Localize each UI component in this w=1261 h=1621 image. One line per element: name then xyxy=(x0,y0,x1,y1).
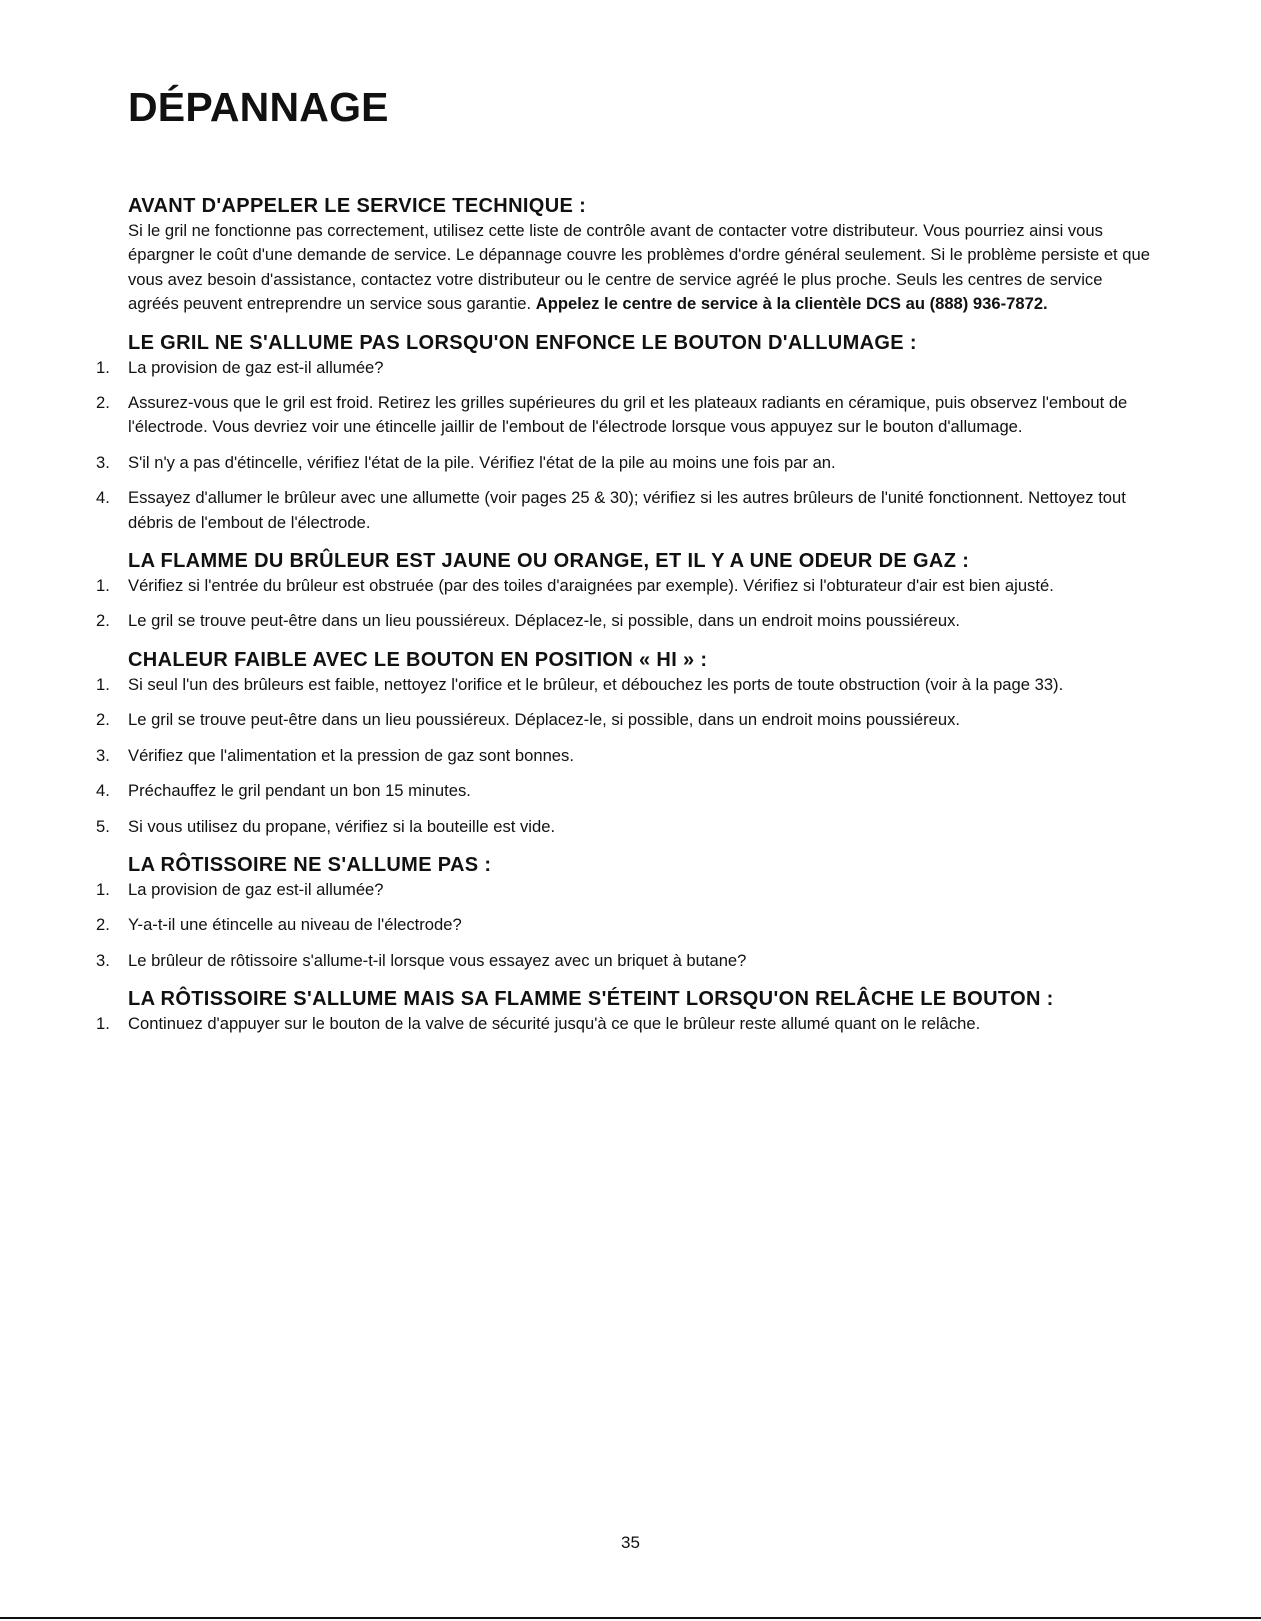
list-item-text: Assurez-vous que le gril est froid. Retirez les grilles supérieures du gril et les plateaux radiants en céramique, puis observez l'embout de l'électrode. Vous devriez voir une étincelle jaillir de l'embout de l'électrode lorsque vous appuyez sur le bouton d'allumage. xyxy=(128,393,1128,437)
list-item xyxy=(90,451,1150,475)
list-item xyxy=(90,609,1150,633)
list-item xyxy=(90,949,1150,973)
list-item xyxy=(90,744,1150,768)
page-title: DÉPANNAGE xyxy=(128,84,389,130)
checklist xyxy=(90,356,1150,535)
list-item-text: Continuez d'appuyer sur le bouton de la valve de sécurité jusqu'à ce que le brûleur reste allumé quant on le relâche. xyxy=(128,1014,981,1034)
list-item-text: Le gril se trouve peut-être dans un lieu poussiéreux. Déplacez-le, si possible, dans un endroit moins poussiéreux. xyxy=(128,611,960,631)
list-item-number: 1. xyxy=(96,879,110,899)
list-item-text: Essayez d'allumer le brûleur avec une allumette (voir pages 25 & 30); vérifiez si les autres brûleurs de l'unité fonctionnent. Nettoyez tout débris de l'embout de l'électrode. xyxy=(128,488,1126,532)
bottom-rule xyxy=(0,1617,1261,1619)
list-item xyxy=(90,1012,1150,1036)
list-item-number: 3. xyxy=(96,950,110,970)
checklist xyxy=(90,673,1150,839)
section-heading: LA RÔTISSOIRE S'ALLUME MAIS SA FLAMME S'ÉTEINT LORSQU'ON RELÂCHE LE BOUTON : xyxy=(128,988,1054,1011)
troubleshooting-section xyxy=(90,647,1150,839)
troubleshooting-section xyxy=(90,986,1150,1036)
service-phone-text: Appelez le centre de service à la clientèle DCS au (888) 936-7872. xyxy=(535,294,1048,314)
list-item-text: Le gril se trouve peut-être dans un lieu poussiéreux. Déplacez-le, si possible, dans un endroit moins poussiéreux. xyxy=(128,710,960,730)
list-item xyxy=(90,708,1150,732)
troubleshooting-section xyxy=(90,852,1150,973)
checklist xyxy=(90,1012,1150,1036)
list-item-text: La provision de gaz est-il allumée? xyxy=(128,357,384,377)
list-item-text: Le brûleur de rôtissoire s'allume-t-il lorsque vous essayez avec un briquet à butane? xyxy=(128,950,747,970)
page-number: 35 xyxy=(621,1533,640,1552)
page-content xyxy=(90,193,1150,1037)
list-item-number: 2. xyxy=(96,393,110,413)
list-item-number: 1. xyxy=(96,576,110,596)
list-item xyxy=(90,391,1150,440)
checklist xyxy=(90,878,1150,973)
list-item-number: 1. xyxy=(96,357,110,377)
checklist xyxy=(90,574,1150,634)
list-item-text: Y-a-t-il une étincelle au niveau de l'électrode? xyxy=(128,915,462,935)
list-item-text: La provision de gaz est-il allumée? xyxy=(128,879,384,899)
list-item-number: 2. xyxy=(96,710,110,730)
list-item-number: 3. xyxy=(96,452,110,472)
list-item xyxy=(90,574,1150,598)
list-item-number: 5. xyxy=(96,816,110,836)
troubleshooting-section xyxy=(90,330,1150,535)
troubleshooting-section xyxy=(90,548,1150,634)
intro-heading: AVANT D'APPELER LE SERVICE TECHNIQUE : xyxy=(128,195,587,217)
list-item xyxy=(90,878,1150,902)
list-item-number: 1. xyxy=(96,1014,110,1034)
list-item-text: S'il n'y a pas d'étincelle, vérifiez l'état de la pile. Vérifiez l'état de la pile au moins une fois par an. xyxy=(128,452,836,472)
list-item xyxy=(90,913,1150,937)
list-item-number: 4. xyxy=(96,781,110,801)
list-item xyxy=(90,815,1150,839)
list-item xyxy=(90,779,1150,803)
list-item xyxy=(90,356,1150,380)
intro-paragraph xyxy=(128,219,1150,317)
list-item xyxy=(90,673,1150,697)
list-item-number: 4. xyxy=(96,488,110,508)
list-item-text: Si seul l'un des brûleurs est faible, nettoyez l'orifice et le brûleur, et débouchez les ports de toute obstruction (voir à la page 33). xyxy=(128,674,1064,694)
list-item-text: Vérifiez si l'entrée du brûleur est obstruée (par des toiles d'araignées par exemple). Vérifiez si l'obturateur d'air est bien ajusté. xyxy=(128,576,1054,596)
list-item-number: 2. xyxy=(96,611,110,631)
list-item-text: Préchauffez le gril pendant un bon 15 minutes. xyxy=(128,781,471,801)
intro-text: Si le gril ne fonctionne pas correctement, utilisez cette liste de contrôle avant de contacter votre distributeur. Vous pourriez ainsi vous épargner le coût d'une demande de service. Le dépannage couvre les problèmes d'ordre général seulement. Si le problème persiste et que vous avez besoin d'assistance, contactez votre distributeur ou le centre de service agréé le plus proche. Seuls les centres de service agréés peuvent entreprendre un service sous garantie. xyxy=(128,221,1150,314)
list-item xyxy=(90,486,1150,535)
list-item-number: 2. xyxy=(96,915,110,935)
list-item-number: 3. xyxy=(96,745,110,765)
section-heading: LE GRIL NE S'ALLUME PAS LORSQU'ON ENFONCE LE BOUTON D'ALLUMAGE : xyxy=(128,331,917,354)
troubleshooting-sections xyxy=(90,330,1150,1037)
section-heading: CHALEUR FAIBLE AVEC LE BOUTON EN POSITION « HI » : xyxy=(128,648,708,671)
list-item-number: 1. xyxy=(96,674,110,694)
list-item-text: Vérifiez que l'alimentation et la pression de gaz sont bonnes. xyxy=(128,745,574,765)
section-heading: LA RÔTISSOIRE NE S'ALLUME PAS : xyxy=(128,853,492,876)
list-item-text: Si vous utilisez du propane, vérifiez si la bouteille est vide. xyxy=(128,816,556,836)
section-heading: LA FLAMME DU BRÛLEUR EST JAUNE OU ORANGE, ET IL Y A UNE ODEUR DE GAZ : xyxy=(128,550,970,573)
intro-section xyxy=(90,193,1150,317)
